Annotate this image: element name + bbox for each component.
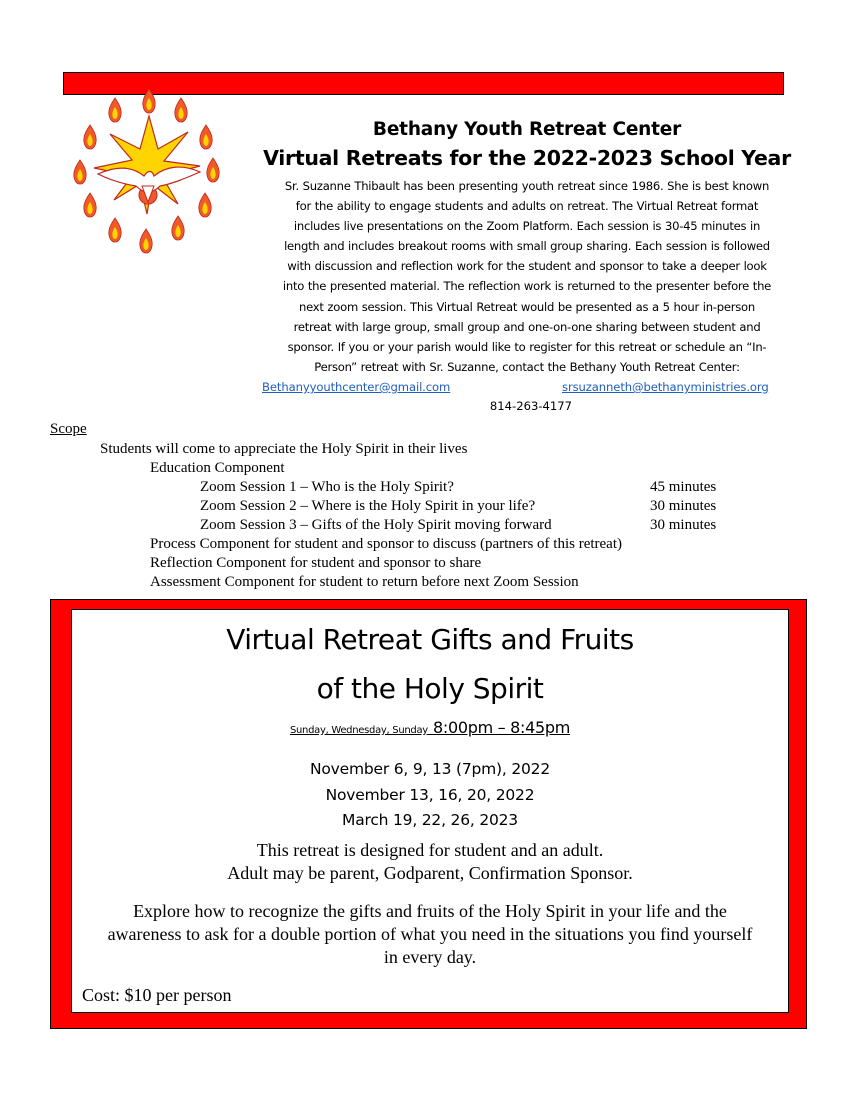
event-title-line1: Virtual Retreat Gifts and Fruits	[226, 623, 634, 656]
holy-spirit-dove-flames-icon	[68, 86, 224, 262]
scope-goal: Students will come to appreciate the Holy Spirit in their lives	[100, 441, 468, 457]
event-time: 8:00pm – 8:45pm	[433, 718, 571, 737]
intro-line: includes live presentations on the Zoom Platform. Each session is 30-45 minutes in	[293, 219, 761, 234]
intro-line: retreat with large group, small group and one-on-one sharing between student and	[293, 319, 761, 334]
center-name-heading: Bethany Youth Retreat Center	[372, 119, 682, 140]
intro-line: for the ability to engage students and adults on retreat. The Virtual Retreat format	[295, 199, 759, 214]
suzanne-email-link[interactable]: srsuzanneth@bethanyministries.org	[562, 379, 769, 394]
intro-line: Person” retreat with Sr. Suzanne, contact the Bethany Youth Retreat Center:	[314, 359, 740, 374]
session-duration: 30 minutes	[650, 498, 717, 514]
header	[246, 116, 808, 415]
intro-line: Sr. Suzanne Thibault has been presenting youth retreat since 1986. She is best known	[284, 179, 770, 193]
event-red-frame	[50, 599, 807, 1029]
intro-line: with discussion and reflection work for the student and sponsor to take a deeper look	[287, 259, 767, 274]
event-days: Sunday, Wednesday, Sunday	[289, 725, 428, 736]
phone-number: 814-263-4177	[489, 398, 573, 413]
intro-line: length and includes breakout rooms with small group sharing. Each session is followed	[284, 239, 770, 254]
event-schedule	[72, 718, 788, 737]
event-date-line: March 19, 22, 26, 2023	[342, 811, 518, 829]
contact-emails	[246, 377, 808, 397]
reflection-component: Reflection Component for student and sponsor to share	[150, 555, 482, 571]
explore-line: awareness to ask for a double portion of what you need in the situations you find yourself	[107, 924, 753, 944]
process-component: Process Component for student and sponsor to discuss (partners of this retreat)	[150, 536, 622, 552]
designed-for-line: This retreat is designed for student and an adult.	[256, 840, 604, 860]
intro-paragraph	[246, 176, 808, 377]
center-email-link[interactable]: Bethanyyouthcenter@gmail.com	[262, 379, 451, 394]
explore-line: Explore how to recognize the gifts and fruits of the Holy Spirit in your life and the	[133, 901, 727, 921]
event-title-line2: of the Holy Spirit	[316, 672, 544, 705]
session-duration: 30 minutes	[650, 517, 717, 533]
session-title: Zoom Session 1 – Who is the Holy Spirit?	[200, 479, 454, 495]
intro-line: into the presented material. The reflection work is returned to the presenter before the	[282, 279, 772, 294]
intro-line: sponsor. If you or your parish would like to register for this retreat or schedule an “In-	[287, 339, 767, 354]
adult-eligibility-line: Adult may be parent, Godparent, Confirmation Sponsor.	[227, 863, 633, 883]
explore-line: in every day.	[383, 947, 477, 967]
assessment-component: Assessment Component for student to return before next Zoom Session	[150, 574, 579, 590]
event-cost: Cost: $10 per person	[82, 985, 232, 1005]
session-title: Zoom Session 2 – Where is the Holy Spirit in your life?	[200, 498, 536, 514]
education-component: Education Component	[150, 460, 285, 476]
event-date-line: November 13, 16, 20, 2022	[325, 785, 535, 804]
session-duration: 45 minutes	[650, 479, 717, 495]
scope-label: Scope	[50, 421, 87, 437]
event-details-box	[71, 609, 789, 1013]
event-date-line: November 6, 9, 13 (7pm), 2022	[309, 760, 551, 778]
page-title: Virtual Retreats for the 2022-2023 School Year	[263, 146, 791, 170]
intro-line: next zoom session. This Virtual Retreat would be presented as a 5 hour in-person	[299, 299, 755, 314]
session-title: Zoom Session 3 – Gifts of the Holy Spirit moving forward	[200, 517, 552, 533]
event-dates	[72, 757, 788, 834]
